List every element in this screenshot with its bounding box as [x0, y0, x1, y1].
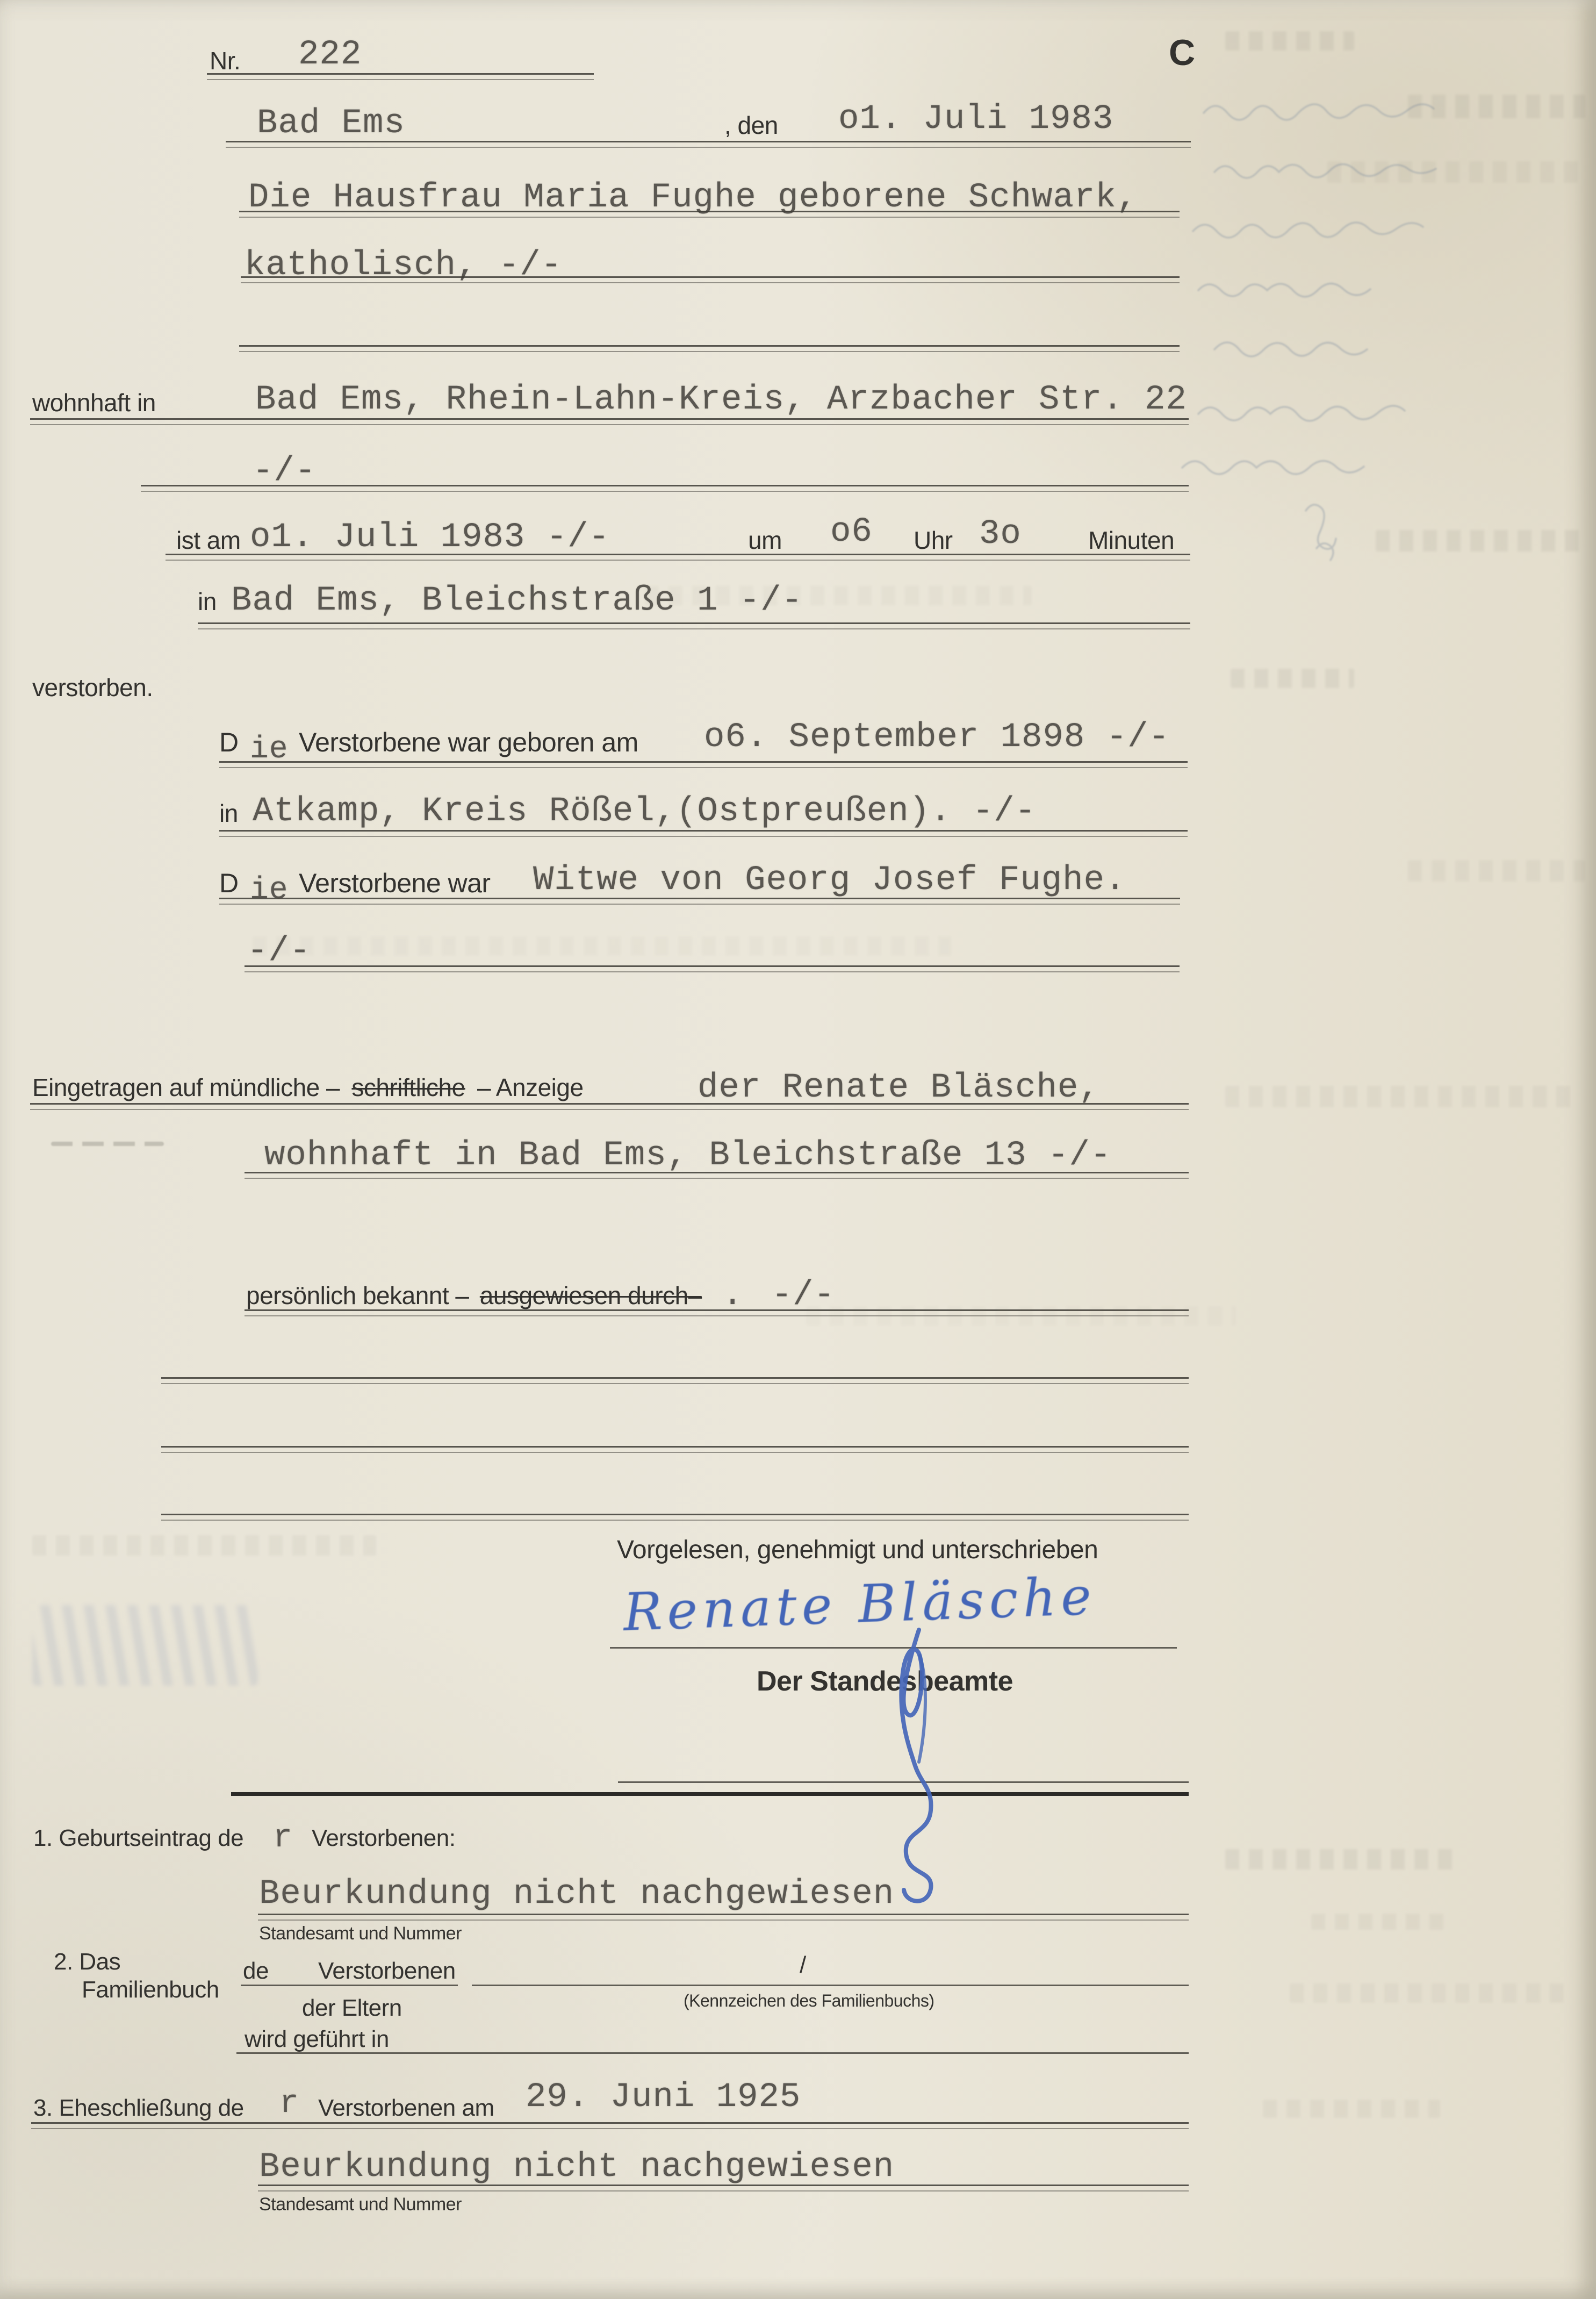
died-on-label: ist am [176, 526, 241, 554]
bleed-through-mark [51, 1142, 164, 1146]
death-date: o1. Juli 1983 -/- [250, 518, 610, 557]
informant-residence: wohnhaft in Bad Ems, Bleichstraße 13 -/- [264, 1136, 1112, 1175]
corner-letter: C [1169, 32, 1195, 73]
ruled-line [30, 418, 1189, 425]
ruled-line [31, 2122, 1189, 2129]
footnote2-eltern-label: der Eltern [302, 1995, 402, 2021]
ruled-line [161, 1514, 1189, 1521]
read-approved-label: Vorgelesen, genehmigt und unterschrieben [617, 1536, 1098, 1564]
birthplace-in-label: in [219, 799, 238, 827]
ruled-line [472, 1985, 1189, 1986]
ruled-line [198, 622, 1190, 629]
registration-label-part2: – Anzeige [477, 1073, 584, 1101]
date-value: o1. Juli 1983 [838, 100, 1114, 139]
bleed-through-mark [1263, 2100, 1440, 2118]
footnote1-label: 1. Geburtseintrag de [33, 1825, 244, 1851]
footnote2-verstorbenen-label: Verstorbenen [318, 1958, 456, 1984]
footnote3-typed-r: r [279, 2086, 300, 2122]
ruled-line [241, 276, 1180, 283]
ruled-line [166, 554, 1190, 561]
birth-place: Atkamp, Kreis Rößel,(Ostpreußen). -/- [253, 792, 1037, 831]
marital-status-label: Verstorbene war [299, 868, 491, 898]
bleed-through-mark [1408, 860, 1585, 882]
born-d-label: D [219, 727, 239, 757]
uhr-label: Uhr [914, 526, 953, 554]
footnote2-slash: / [800, 1952, 806, 1978]
minuten-label: Minuten [1088, 526, 1175, 554]
ruled-line [258, 1914, 1189, 1921]
bleed-through-mark [1231, 669, 1354, 688]
ruled-line [258, 2185, 1189, 2191]
death-minute: 3o [979, 515, 1022, 554]
ruled-line [226, 141, 1191, 148]
ruled-line [239, 211, 1180, 218]
section-divider [231, 1792, 1189, 1796]
ruled-line [161, 1446, 1189, 1453]
ruled-line [236, 2052, 1189, 2054]
margin-handwriting [1182, 81, 1591, 564]
death-place: Bad Ems, Bleichstraße 1 -/- [231, 582, 803, 620]
ruled-line [30, 1103, 1189, 1110]
ruled-line [219, 761, 1188, 768]
informant-signature: Renate Bläsche [622, 1566, 1097, 1643]
nr-label: Nr. [210, 47, 241, 75]
bleed-through-signature [32, 1605, 258, 1686]
informant-name: der Renate Bläsche, [698, 1069, 1100, 1107]
bleed-through-mark [1290, 1983, 1569, 2003]
marital-d-label: D [219, 868, 239, 898]
footnote2-label2: Familienbuch [82, 1976, 219, 2003]
registration-label [32, 1075, 584, 1100]
marital-ie-typed: ie [250, 873, 289, 908]
struck-id-label: ausgewiesen durch– [479, 1281, 702, 1309]
bleed-through-mark [1225, 1086, 1580, 1107]
bleed-through-mark [253, 936, 951, 956]
footnote3-caption: Standesamt und Nummer [259, 2194, 462, 2215]
bleed-through-mark [1225, 1849, 1456, 1870]
ruled-line [219, 830, 1188, 837]
ruled-line [245, 1172, 1189, 1179]
registrar-signature-squiggle [838, 1623, 978, 1914]
den-label: , den [724, 111, 778, 139]
registration-label-part1: Eingetragen auf mündliche – [32, 1073, 340, 1101]
residence-label: wohnhaft in [32, 389, 156, 417]
known-row [246, 1278, 835, 1313]
bleed-through-mark [1408, 95, 1585, 118]
registrar-label: Der Standesbeamte [757, 1666, 1013, 1697]
ruled-line [161, 1377, 1189, 1384]
verstorben-label: verstorben. [32, 674, 153, 701]
bleed-through-mark [806, 1306, 1236, 1326]
birth-date: o6. September 1898 -/- [704, 718, 1170, 757]
footnote2-label1: 2. Das [54, 1949, 121, 1975]
footnote3-label2: Verstorbenen am [318, 2095, 494, 2121]
bleed-through-mark [32, 1535, 376, 1556]
footnote3-value2: Beurkundung nicht nachgewiesen [259, 2148, 895, 2187]
residence-value: Bad Ems, Rhein-Lahn-Kreis, Arzbacher Str. 22 [255, 381, 1187, 419]
marital-cont: -/- [247, 932, 311, 971]
ruled-line [207, 73, 594, 80]
marital-status: Witwe von Georg Josef Fughe. [533, 861, 1126, 900]
footnote1-typed-r: r [273, 1820, 293, 1857]
born-label: Verstorbene war geboren am [299, 727, 638, 757]
in-label: in [198, 588, 217, 615]
place-value: Bad Ems [257, 104, 405, 143]
footnote2-wird-label: wird geführt in [245, 2026, 389, 2052]
deceased-name-line: Die Hausfrau Maria Fughe geborene Schwark, [248, 178, 1138, 217]
residence-cont: -/- [253, 452, 317, 491]
footnote1-label2: Verstorbenen: [312, 1825, 456, 1851]
nr-value: 222 [298, 35, 362, 74]
born-ie-typed: ie [250, 732, 289, 767]
registration-struck-word: schriftliche [351, 1073, 465, 1101]
known-cont: -/- [771, 1276, 835, 1315]
footnote1-caption: Standesamt und Nummer [259, 1923, 462, 1944]
bleed-through-mark [1311, 1914, 1451, 1930]
bleed-through-mark [1327, 161, 1585, 183]
ruled-line [245, 965, 1180, 972]
footnote3-label: 3. Eheschließung de [33, 2095, 244, 2121]
ruled-line [239, 345, 1180, 352]
um-label: um [748, 526, 782, 554]
footnote2-de-label: de [243, 1958, 269, 1984]
bleed-through-mark [1225, 31, 1354, 51]
ruled-line [141, 485, 1189, 492]
known-label: persönlich bekannt – [246, 1281, 469, 1309]
footnote2-caption: (Kennzeichen des Familienbuchs) [684, 1991, 934, 2010]
ruled-line [219, 898, 1180, 905]
bleed-through-mark [1376, 530, 1580, 552]
death-hour: o6 [830, 513, 873, 552]
footnote1-value: Beurkundung nicht nachgewiesen [259, 1875, 895, 1914]
ruled-line [241, 1985, 458, 1986]
known-period: . [722, 1276, 744, 1315]
bleed-through-mark [645, 586, 1032, 605]
footnote3-value: 29. Juni 1925 [526, 2078, 801, 2117]
religion-line: katholisch, -/- [245, 246, 563, 285]
